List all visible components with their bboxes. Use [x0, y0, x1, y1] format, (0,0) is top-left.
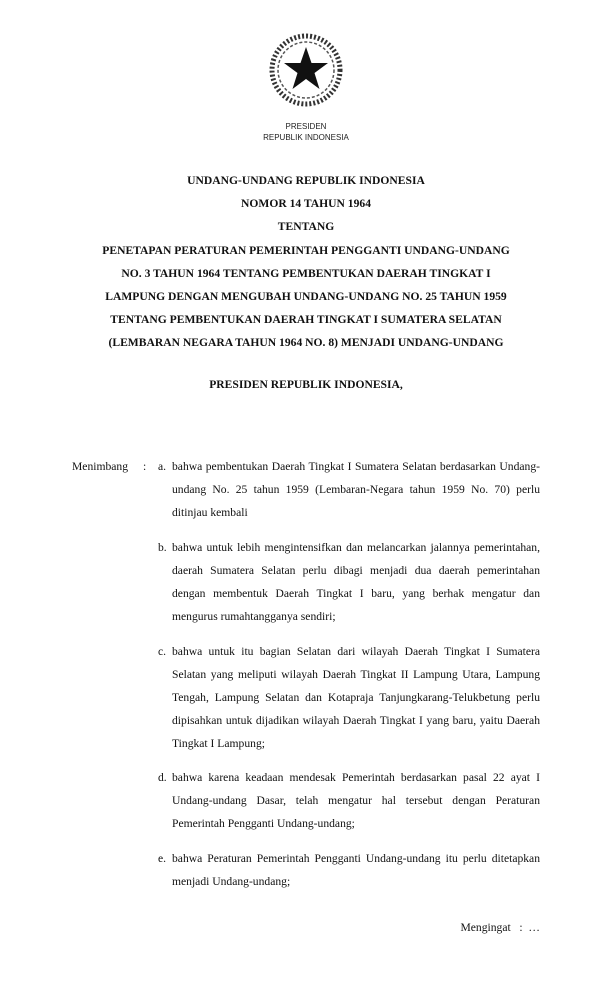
- consideration-item: [158, 847, 540, 893]
- item-letter: b.: [158, 541, 167, 554]
- item-text: bahwa karena keadaan mendesak Pemerintah berdasarkan pasal 22 ayat I Undang-undang Dasar, telah mengatur hal tersebut dengan Peraturan Pemerintah Pengganti Undang-undang;: [172, 771, 540, 831]
- menimbang-colon: :: [143, 460, 147, 473]
- president-heading: PRESIDEN REPUBLIK INDONESIA,: [209, 378, 403, 391]
- item-text: bahwa untuk itu bagian Selatan dari wilayah Daerah Tingkat I Sumatera Selatan yang meliputi wilayah Daerah Tingkat II Lampung Utara, Lampung Tengah, Lampung Selatan dan Kotapraja Tanjungkarang-Telukbetung perlu dipisahkan untuk dijadikan wilayah Daerah Tingkat I yang baru, yaitu Daerah Tingkat I Lampung;: [172, 645, 540, 751]
- item-letter: a.: [158, 460, 167, 473]
- item-letter: e.: [158, 852, 167, 865]
- title-line: PENETAPAN PERATURAN PEMERINTAH PENGGANTI UNDANG-UNDANG: [102, 243, 510, 257]
- title-line: TENTANG PEMBENTUKAN DAERAH TINGKAT I SUMATERA SELATAN: [110, 313, 502, 327]
- item-text: bahwa Peraturan Pemerintah Pengganti Undang-undang itu perlu ditetapkan menjadi Undang-undang;: [172, 852, 540, 889]
- title-line: UNDANG-UNDANG REPUBLIK INDONESIA: [187, 174, 425, 187]
- title-line: NO. 3 TAHUN 1964 TENTANG PEMBENTUKAN DAERAH TINGKAT I: [121, 266, 491, 280]
- title-line: TENTANG: [277, 220, 335, 234]
- caption-line: PRESIDEN: [285, 122, 327, 131]
- document-title: [40, 169, 572, 355]
- consideration-item: [158, 766, 540, 835]
- consideration-item: [158, 640, 540, 755]
- item-letter: c.: [158, 645, 167, 658]
- title-line: LAMPUNG DENGAN MENGUBAH UNDANG-UNDANG NO. 25 TAHUN 1959: [105, 290, 507, 304]
- caption-line: REPUBLIK INDONESIA: [263, 133, 349, 142]
- emblem-caption: [0, 121, 612, 143]
- item-text: bahwa untuk lebih mengintensifkan dan melancarkan jalannya pemerintahan, daerah Sumatera Selatan perlu dibagi menjadi dua daerah pemerintahan dengan membentuk Daerah Tingkat I baru, yang berhak mengatur dan mengurus rumahtangganya sendiri;: [172, 541, 540, 624]
- title-line: NOMOR 14 TAHUN 1964: [241, 197, 371, 211]
- consideration-item: [158, 455, 540, 524]
- continuation-note: Mengingat : …: [460, 921, 540, 934]
- consideration-item: [158, 536, 540, 628]
- menimbang-label: Menimbang: [72, 460, 129, 473]
- title-line: (LEMBARAN NEGARA TAHUN 1964 NO. 8) MENJADI UNDANG-UNDANG: [108, 336, 504, 350]
- item-letter: d.: [158, 771, 167, 784]
- item-text: bahwa pembentukan Daerah Tingkat I Sumatera Selatan berdasarkan Undang-undang No. 25 tahun 1959 (Lembaran-Negara tahun 1959 No. 70) perlu ditinjau kembali: [172, 460, 540, 520]
- garuda-star-emblem-icon: [266, 30, 346, 110]
